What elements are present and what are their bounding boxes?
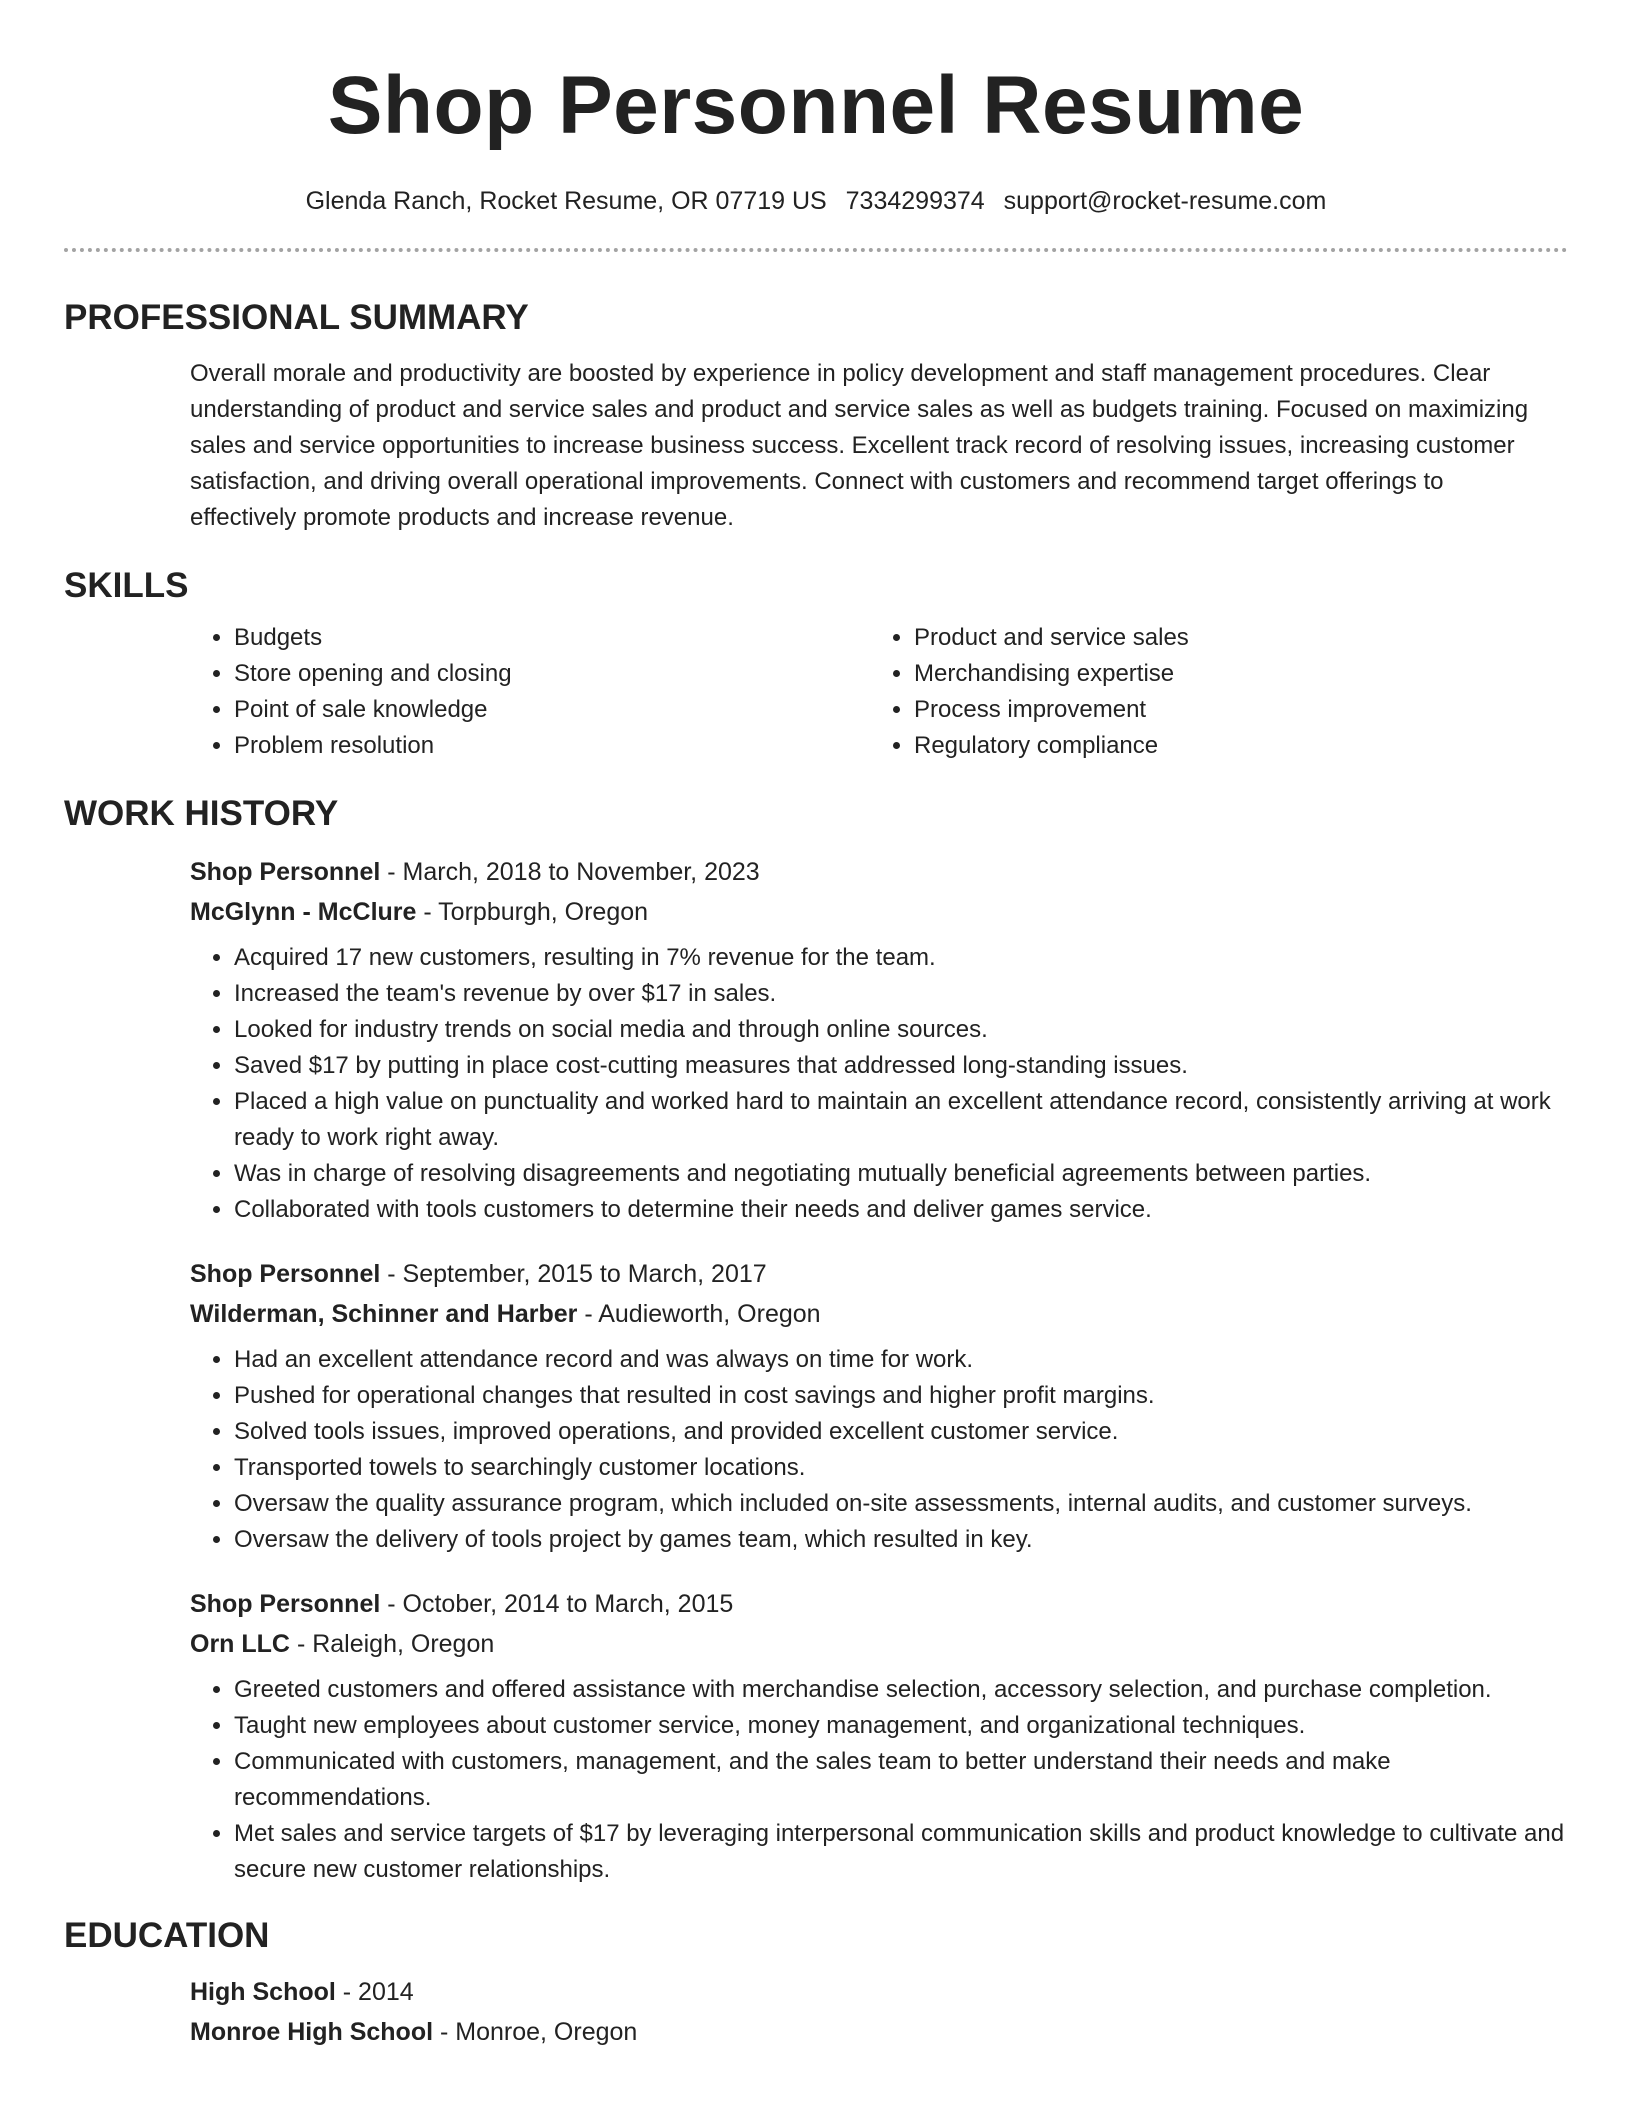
contact-line bbox=[64, 184, 1568, 218]
job-bullets bbox=[190, 1672, 1568, 1888]
skill-item: • Problem resolution bbox=[234, 728, 870, 764]
job-bullet: • Met sales and service targets of $17 by leveraging interpersonal communication skills and product knowledge to cultivate and secure new customer relationships. bbox=[234, 1816, 1568, 1888]
job-bullet: • Oversaw the delivery of tools project by games team, which resulted in key. bbox=[234, 1522, 1568, 1558]
job-bullet: • Communicated with customers, management, and the sales team to better understand their needs and make recommendations. bbox=[234, 1744, 1568, 1816]
job-dates: - September, 2015 to March, 2017 bbox=[380, 1260, 767, 1288]
job-bullet: • Oversaw the quality assurance program, which included on-site assessments, internal audits, and customer surveys. bbox=[234, 1486, 1568, 1522]
job-title-line bbox=[190, 1254, 1568, 1294]
job-location: - Audieworth, Oregon bbox=[577, 1300, 821, 1328]
job-company-line bbox=[190, 1294, 1568, 1334]
job-bullet: • Increased the team's revenue by over $17 in sales. bbox=[234, 976, 1568, 1012]
job-bullet: • Was in charge of resolving disagreements and negotiating mutually beneficial agreements between parties. bbox=[234, 1156, 1568, 1192]
job-company: Wilderman, Schinner and Harber bbox=[190, 1300, 578, 1328]
skills-column-right bbox=[870, 620, 1550, 764]
job-title: Shop Personnel bbox=[190, 858, 381, 886]
skills-list bbox=[190, 620, 1568, 764]
job-location: - Torpburgh, Oregon bbox=[416, 898, 649, 926]
job-bullet: • Had an excellent attendance record and was always on time for work. bbox=[234, 1342, 1568, 1378]
skill-item: • Point of sale knowledge bbox=[234, 692, 870, 728]
summary-text: Overall morale and productivity are boosted by experience in policy development and staff management procedures. Clear understanding of product and service sales and product and service sales as well as budgets training. Focused on maximizing sales and service opportunities to increase business success. Excellent track record of resolving issues, increasing customer satisfaction, and driving overall operational improvements. Connect with customers and recommend target offerings to effectively promote products and increase revenue. bbox=[190, 360, 1529, 531]
job-entry bbox=[190, 1584, 1568, 1888]
job-bullets bbox=[190, 940, 1568, 1228]
job-bullet: • Looked for industry trends on social media and through online sources. bbox=[234, 1012, 1568, 1048]
job-dates: - October, 2014 to March, 2015 bbox=[380, 1590, 734, 1618]
job-company-line bbox=[190, 1624, 1568, 1664]
job-bullet: • Collaborated with tools customers to determine their needs and deliver games service. bbox=[234, 1192, 1568, 1228]
education-year: - 2014 bbox=[335, 1978, 414, 2006]
resume-title: Shop Personnel Resume bbox=[327, 60, 1305, 151]
contact-address: Glenda Ranch, Rocket Resume, OR 07719 US bbox=[305, 187, 827, 215]
skills-heading: SKILLS bbox=[64, 566, 189, 605]
skill-item: • Product and service sales bbox=[914, 620, 1550, 656]
job-title-line bbox=[190, 1584, 1568, 1624]
job-company: Orn LLC bbox=[190, 1630, 290, 1658]
job-bullets bbox=[190, 1342, 1568, 1558]
skill-item: • Merchandising expertise bbox=[914, 656, 1550, 692]
skills-column-left bbox=[190, 620, 870, 764]
job-bullet: • Solved tools issues, improved operations, and provided excellent customer service. bbox=[234, 1414, 1568, 1450]
education-heading: EDUCATION bbox=[64, 1916, 270, 1955]
education-degree-line bbox=[190, 1972, 1568, 2012]
education-degree: High School bbox=[190, 1978, 336, 2006]
job-entry bbox=[190, 1254, 1568, 1558]
skill-item: • Regulatory compliance bbox=[914, 728, 1550, 764]
work-section bbox=[190, 852, 1568, 1888]
education-school-line bbox=[190, 2012, 1568, 2052]
job-company: McGlynn - McClure bbox=[190, 898, 417, 926]
skill-item: • Process improvement bbox=[914, 692, 1550, 728]
job-bullet: • Saved $17 by putting in place cost-cutting measures that addressed long-standing issues. bbox=[234, 1048, 1568, 1084]
contact-email[interactable]: support@rocket-resume.com bbox=[1003, 187, 1327, 215]
job-bullet: • Acquired 17 new customers, resulting in 7% revenue for the team. bbox=[234, 940, 1568, 976]
job-dates: - March, 2018 to November, 2023 bbox=[380, 858, 760, 886]
job-bullet: • Taught new employees about customer service, money management, and organizational techniques. bbox=[234, 1708, 1568, 1744]
education-location: - Monroe, Oregon bbox=[433, 2018, 638, 2046]
job-bullet: • Transported towels to searchingly customer locations. bbox=[234, 1450, 1568, 1486]
work-heading: WORK HISTORY bbox=[64, 794, 339, 833]
skill-item: • Budgets bbox=[234, 620, 870, 656]
job-company-line bbox=[190, 892, 1568, 932]
education-section bbox=[190, 1972, 1568, 2052]
job-title: Shop Personnel bbox=[190, 1260, 381, 1288]
education-school: Monroe High School bbox=[190, 2018, 434, 2046]
job-title-line bbox=[190, 852, 1568, 892]
job-title: Shop Personnel bbox=[190, 1590, 381, 1618]
skill-item: • Store opening and closing bbox=[234, 656, 870, 692]
job-location: - Raleigh, Oregon bbox=[290, 1630, 495, 1658]
summary-section bbox=[190, 356, 1568, 536]
job-entry bbox=[190, 852, 1568, 1228]
summary-heading: PROFESSIONAL SUMMARY bbox=[64, 298, 529, 337]
header-divider bbox=[64, 248, 1568, 252]
job-bullet: • Greeted customers and offered assistance with merchandise selection, accessory selection, and purchase completion. bbox=[234, 1672, 1568, 1708]
contact-phone: 7334299374 bbox=[845, 187, 985, 215]
job-bullet: • Pushed for operational changes that resulted in cost savings and higher profit margins. bbox=[234, 1378, 1568, 1414]
job-bullet: • Placed a high value on punctuality and worked hard to maintain an excellent attendance record, consistently arriving at work ready to work right away. bbox=[234, 1084, 1568, 1156]
